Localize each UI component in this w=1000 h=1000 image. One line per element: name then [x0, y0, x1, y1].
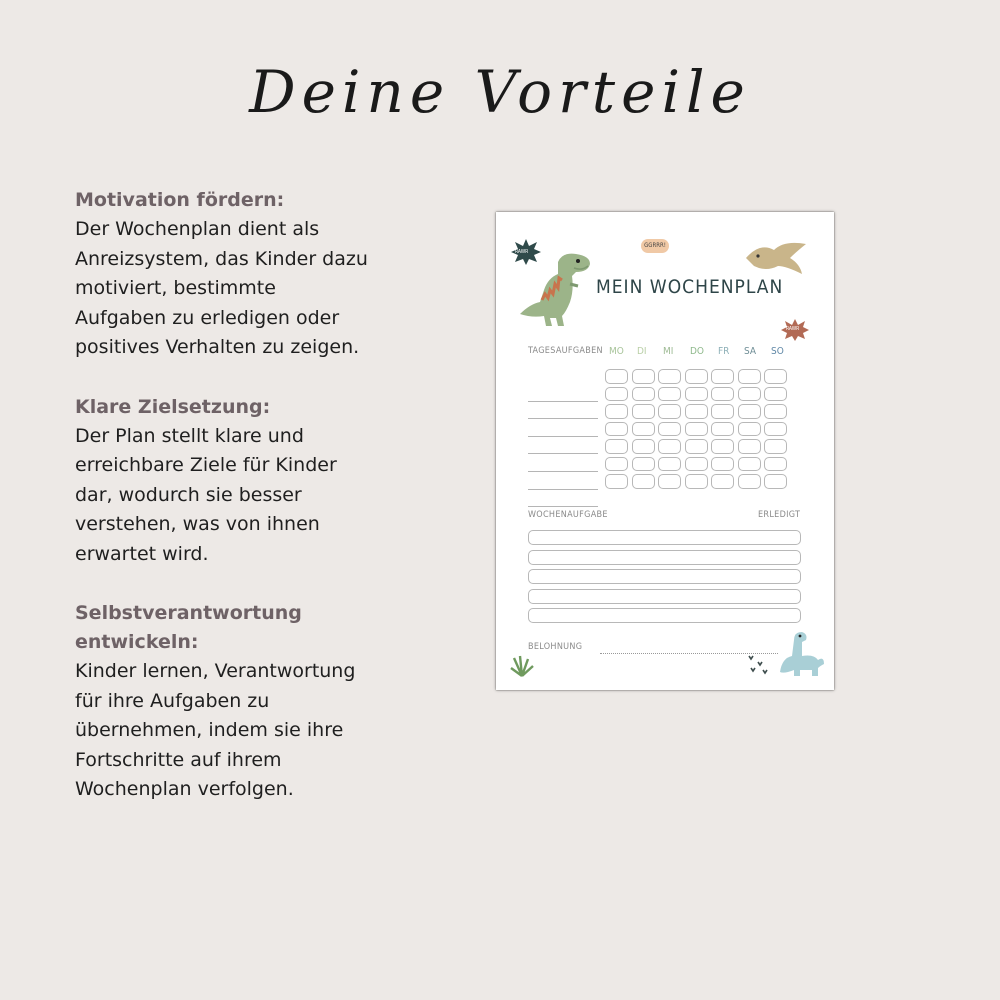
- benefit-title: Klare Zielsetzung:: [75, 395, 271, 418]
- benefit-line: übernehmen, indem sie ihre: [75, 719, 344, 741]
- plant-icon: [508, 654, 536, 678]
- day-checkbox: [738, 439, 761, 454]
- day-checkbox: [764, 422, 787, 437]
- footprints-icon: [746, 652, 772, 676]
- planner-title: MEIN WOCHENPLAN: [596, 276, 784, 298]
- day-checkbox: [738, 474, 761, 489]
- day-checkbox: [658, 439, 681, 454]
- day-checkbox: [605, 474, 628, 489]
- benefit-line: Aufgaben zu erledigen oder: [75, 306, 340, 329]
- day-checkbox: [605, 369, 628, 384]
- trex-icon: [518, 250, 594, 330]
- weekly-task-label: WOCHENAUFGABE: [528, 510, 608, 520]
- benefit-line: Kinder lernen, Verantwortung: [75, 660, 356, 682]
- day-checkbox: [764, 404, 787, 419]
- day-checkbox: [605, 404, 628, 419]
- daily-checkbox-grid: [605, 369, 787, 489]
- benefit-line: verstehen, was von ihnen: [75, 513, 320, 535]
- day-checkbox: [658, 387, 681, 402]
- day-checkbox: [605, 439, 628, 454]
- day-checkbox: [711, 474, 734, 489]
- benefit-line: Der Plan stellt klare und: [75, 424, 304, 447]
- benefit-line: Anreizsystem, das Kinder dazu: [75, 247, 368, 270]
- day-checkbox: [658, 422, 681, 437]
- day-checkbox: [685, 369, 708, 384]
- day-checkbox: [738, 422, 761, 437]
- day-checkbox: [738, 404, 761, 419]
- reward-label: BELOHNUNG: [528, 642, 583, 652]
- day-checkbox: [711, 387, 734, 402]
- day-checkbox: [738, 457, 761, 472]
- day-checkbox: [632, 474, 655, 489]
- day-do: DO: [690, 346, 705, 357]
- day-checkbox: [685, 474, 708, 489]
- day-checkbox: [711, 369, 734, 384]
- day-checkbox: [632, 422, 655, 437]
- benefit-title: entwickeln:: [75, 631, 199, 653]
- day-checkbox: [632, 439, 655, 454]
- day-checkbox: [764, 439, 787, 454]
- day-checkbox: [685, 404, 708, 419]
- day-checkbox: [605, 457, 628, 472]
- day-checkbox: [605, 422, 628, 437]
- day-checkbox: [711, 422, 734, 437]
- benefit-line: positives Verhalten zu zeigen.: [75, 336, 360, 358]
- day-checkbox: [764, 457, 787, 472]
- day-checkbox: [764, 474, 787, 489]
- day-checkbox: [764, 369, 787, 384]
- day-so: SO: [771, 346, 784, 357]
- day-mi: MI: [663, 346, 674, 357]
- day-checkbox: [658, 369, 681, 384]
- day-checkbox: [685, 439, 708, 454]
- day-checkbox: [632, 457, 655, 472]
- day-checkbox: [685, 387, 708, 402]
- done-label: ERLEDIGT: [758, 510, 801, 520]
- day-fr: FR: [718, 346, 730, 357]
- day-checkbox: [658, 474, 681, 489]
- day-checkbox: [685, 422, 708, 437]
- day-checkbox: [711, 439, 734, 454]
- grr-bubble: GGRRR!: [641, 239, 669, 253]
- day-checkbox: [738, 369, 761, 384]
- benefit-line: dar, wodurch sie besser: [75, 483, 302, 506]
- benefits-text: [75, 186, 420, 835]
- day-di: DI: [637, 346, 647, 357]
- day-checkbox: [738, 387, 761, 402]
- day-checkbox: [685, 457, 708, 472]
- pterodactyl-icon: [744, 236, 810, 276]
- day-checkbox: [632, 387, 655, 402]
- daily-task-lines: [528, 384, 598, 507]
- benefit-line: für ihre Aufgaben zu: [75, 689, 270, 712]
- burst-left-text: RAWR: [515, 249, 529, 255]
- benefit-title: Motivation fördern:: [75, 189, 285, 211]
- weekly-task-rows: [528, 530, 801, 628]
- page-heading: Deine Vorteile: [249, 58, 751, 126]
- benefit-goals: [75, 393, 420, 570]
- benefit-line: Fortschritte auf ihrem: [75, 748, 282, 771]
- benefit-title: Selbstverantwortung: [75, 602, 302, 624]
- benefit-motivation: [75, 186, 420, 363]
- day-checkbox: [658, 404, 681, 419]
- benefit-line: motiviert, bestimmte: [75, 277, 276, 299]
- benefit-line: Der Wochenplan dient als: [75, 218, 320, 240]
- weekly-planner-preview: [496, 212, 834, 690]
- day-checkbox: [764, 387, 787, 402]
- burst-right-text: RAWR: [786, 326, 800, 332]
- benefit-line: erwartet wird.: [75, 542, 209, 565]
- day-checkbox: [605, 387, 628, 402]
- day-mo: MO: [609, 346, 624, 357]
- brontosaurus-icon: [774, 630, 826, 680]
- day-checkbox: [632, 404, 655, 419]
- benefit-responsibility: [75, 599, 420, 805]
- day-checkbox: [711, 457, 734, 472]
- day-checkbox: [711, 404, 734, 419]
- daily-tasks-label: TAGESAUFGABEN: [528, 346, 603, 356]
- day-checkbox: [658, 457, 681, 472]
- day-sa: SA: [744, 346, 757, 357]
- benefit-line: erreichbare Ziele für Kinder: [75, 454, 337, 476]
- day-checkbox: [632, 369, 655, 384]
- benefit-line: Wochenplan verfolgen.: [75, 778, 294, 800]
